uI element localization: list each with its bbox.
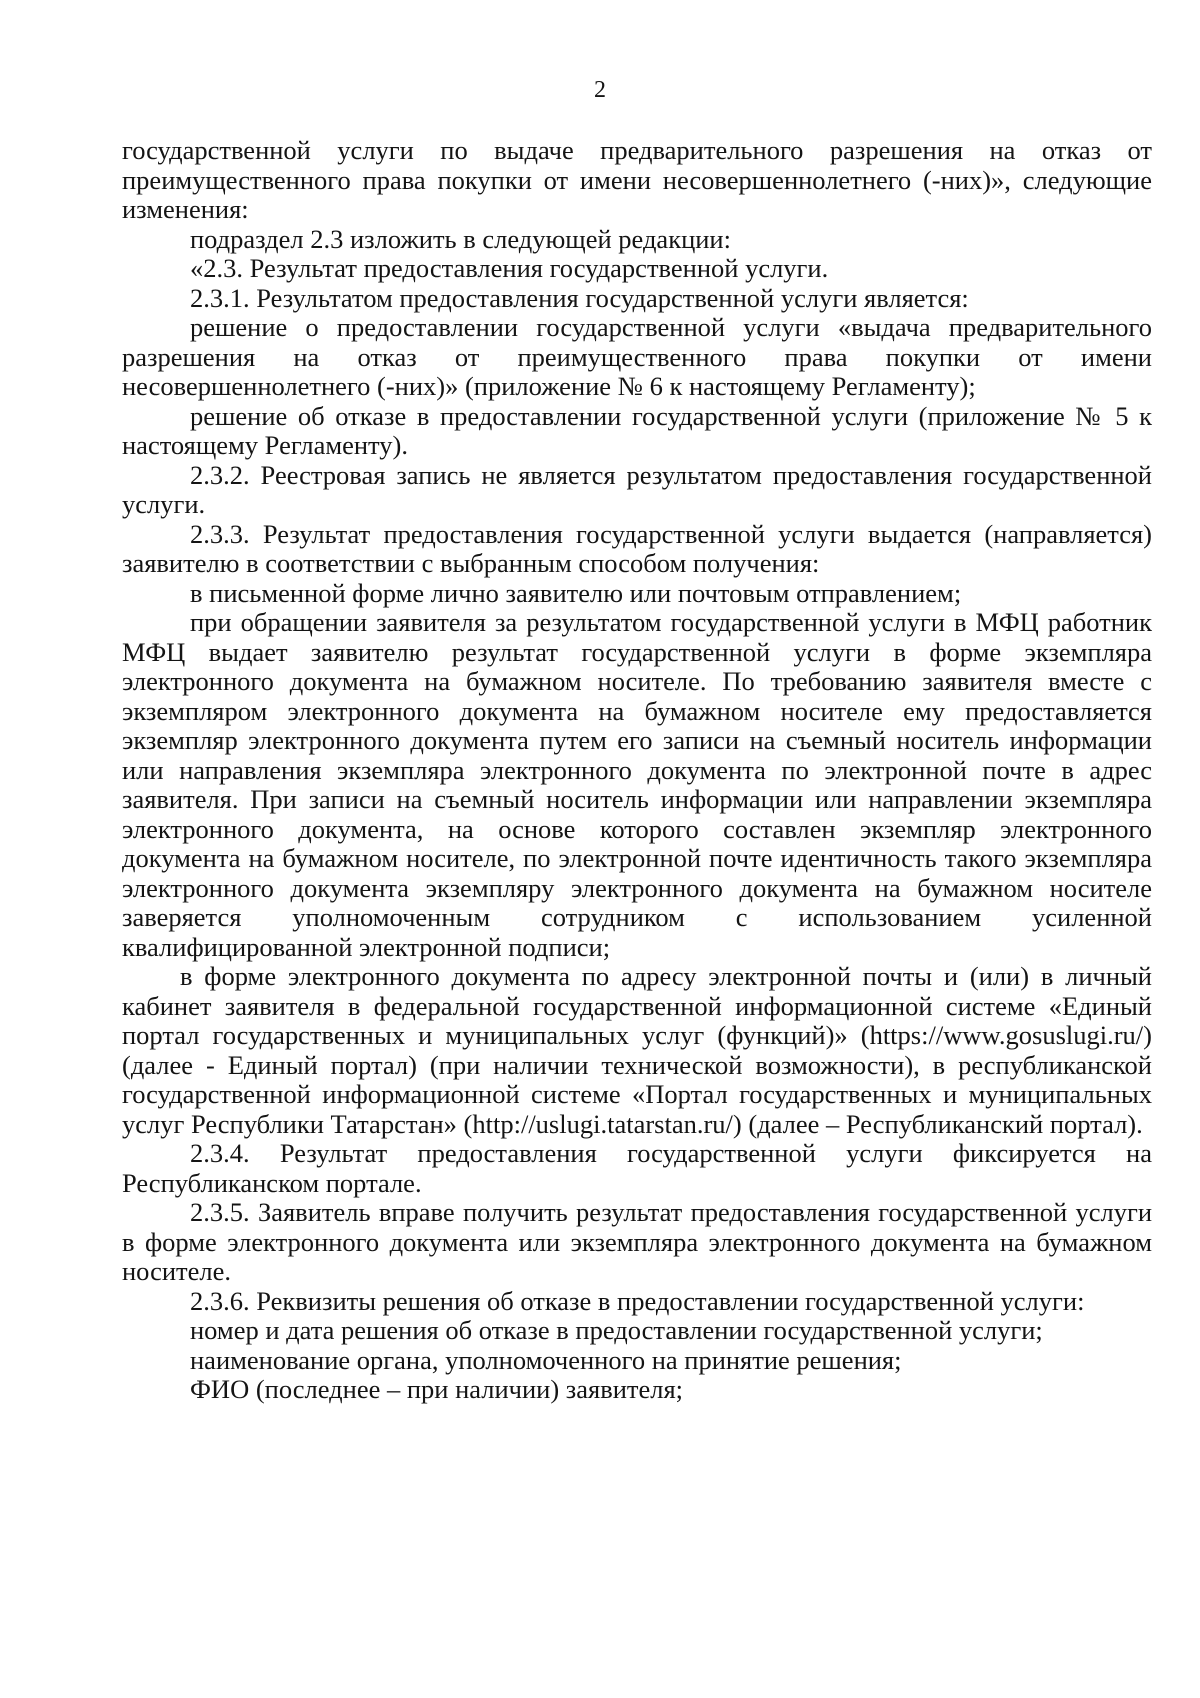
section-heading-2-3: «2.3. Результат предоставления государственной услуги. xyxy=(190,253,829,283)
paragraph-2-3-2: 2.3.2. Реестровая запись не является результатом предоставления государственной услуги. xyxy=(122,459,1152,519)
paragraph-2-3-4: 2.3.4. Результат предоставления государственной услуги фиксируется на Республиканском портале. xyxy=(122,1138,1152,1198)
paragraph-written-form: в письменной форме лично заявителю или почтовым отправлением; xyxy=(190,577,962,608)
paragraph-2-3-5: 2.3.5. Заявитель вправе получить результат предоставления государственной услуги в форме электронного документа или экземпляра электронного документа на бумажном носителе. xyxy=(122,1197,1152,1286)
paragraph-2-3-3: 2.3.3. Результат предоставления государственной услуги выдается (направляется) заявителю в соответствии с выбранным способом получения: xyxy=(122,518,1152,578)
paragraph-subsection-instruction: подраздел 2.3 изложить в следующей редакции: xyxy=(190,223,731,254)
paragraph-2-3-6: 2.3.6. Реквизиты решения об отказе в предоставлении государственной услуги: xyxy=(190,1285,1085,1316)
page-number: 2 xyxy=(594,77,606,103)
paragraph-decision-grant: решение о предоставлении государственной услуги «выдача предварительного разрешения на отказ от преимущественного права покупки от имени несовершеннолетнего (-них)» (приложение № 6 к настоящему Регламенту); xyxy=(122,312,1152,401)
paragraph-2-3-1: 2.3.1. Результатом предоставления государственной услуги является: xyxy=(190,282,969,313)
paragraph-mfc: при обращении заявителя за результатом государственной услуги в МФЦ работник МФЦ выдает заявителю результат государственной услуги в форме экземпляра электронного документа на бумажном носителе. По требованию заявителя вместе с экземпляром электронного документа на бумажном носителе ему предоставляется экземпляр электронного документа путем его записи на съемный носитель информации или направления экземпляра электронного документа по электронной почте в адрес заявителя. При записи на съемный носитель информации или направлении экземпляра электронного документа, на основе которого составлен экземпляр электронного документа на бумажном носителе, по электронной почте идентичность такого экземпляра электронного документа экземпляру электронного документа на бумажном носителе заверяется уполномоченным сотрудником с использованием усиленной квалифицированной электронной подписи; xyxy=(122,607,1152,962)
list-item-applicant-name: ФИО (последнее – при наличии) заявителя; xyxy=(190,1374,684,1404)
document-body xyxy=(122,136,1152,1405)
list-item-decision-number-date: номер и дата решения об отказе в предоставлении государственной услуги; xyxy=(190,1315,1043,1345)
paragraph-decision-refusal: решение об отказе в предоставлении государственной услуги (приложение № 5 к настоящему Регламенту). xyxy=(122,400,1152,460)
list-item-authority-name: наименование органа, уполномоченного на принятие решения; xyxy=(190,1344,902,1375)
paragraph-intro: государственной услуги по выдаче предварительного разрешения на отказ от преимущественного права покупки от имени несовершеннолетнего (-них)», следующие изменения: xyxy=(122,135,1152,224)
paragraph-electronic-form: в форме электронного документа по адресу электронной почты и (или) в личный кабинет заявителя в федеральной государственной информационной системе «Единый портал государственных и муниципальных услуг (функций)» (https://www.gosuslugi.ru/) (далее - Единый портал) (при наличии технической возможности), в республиканской государственной информационной системе «Портал государственных и муниципальных услуг Республики Татарстан» (http://uslugi.tatarstan.ru/) (далее – Республиканский портал). xyxy=(122,961,1152,1139)
